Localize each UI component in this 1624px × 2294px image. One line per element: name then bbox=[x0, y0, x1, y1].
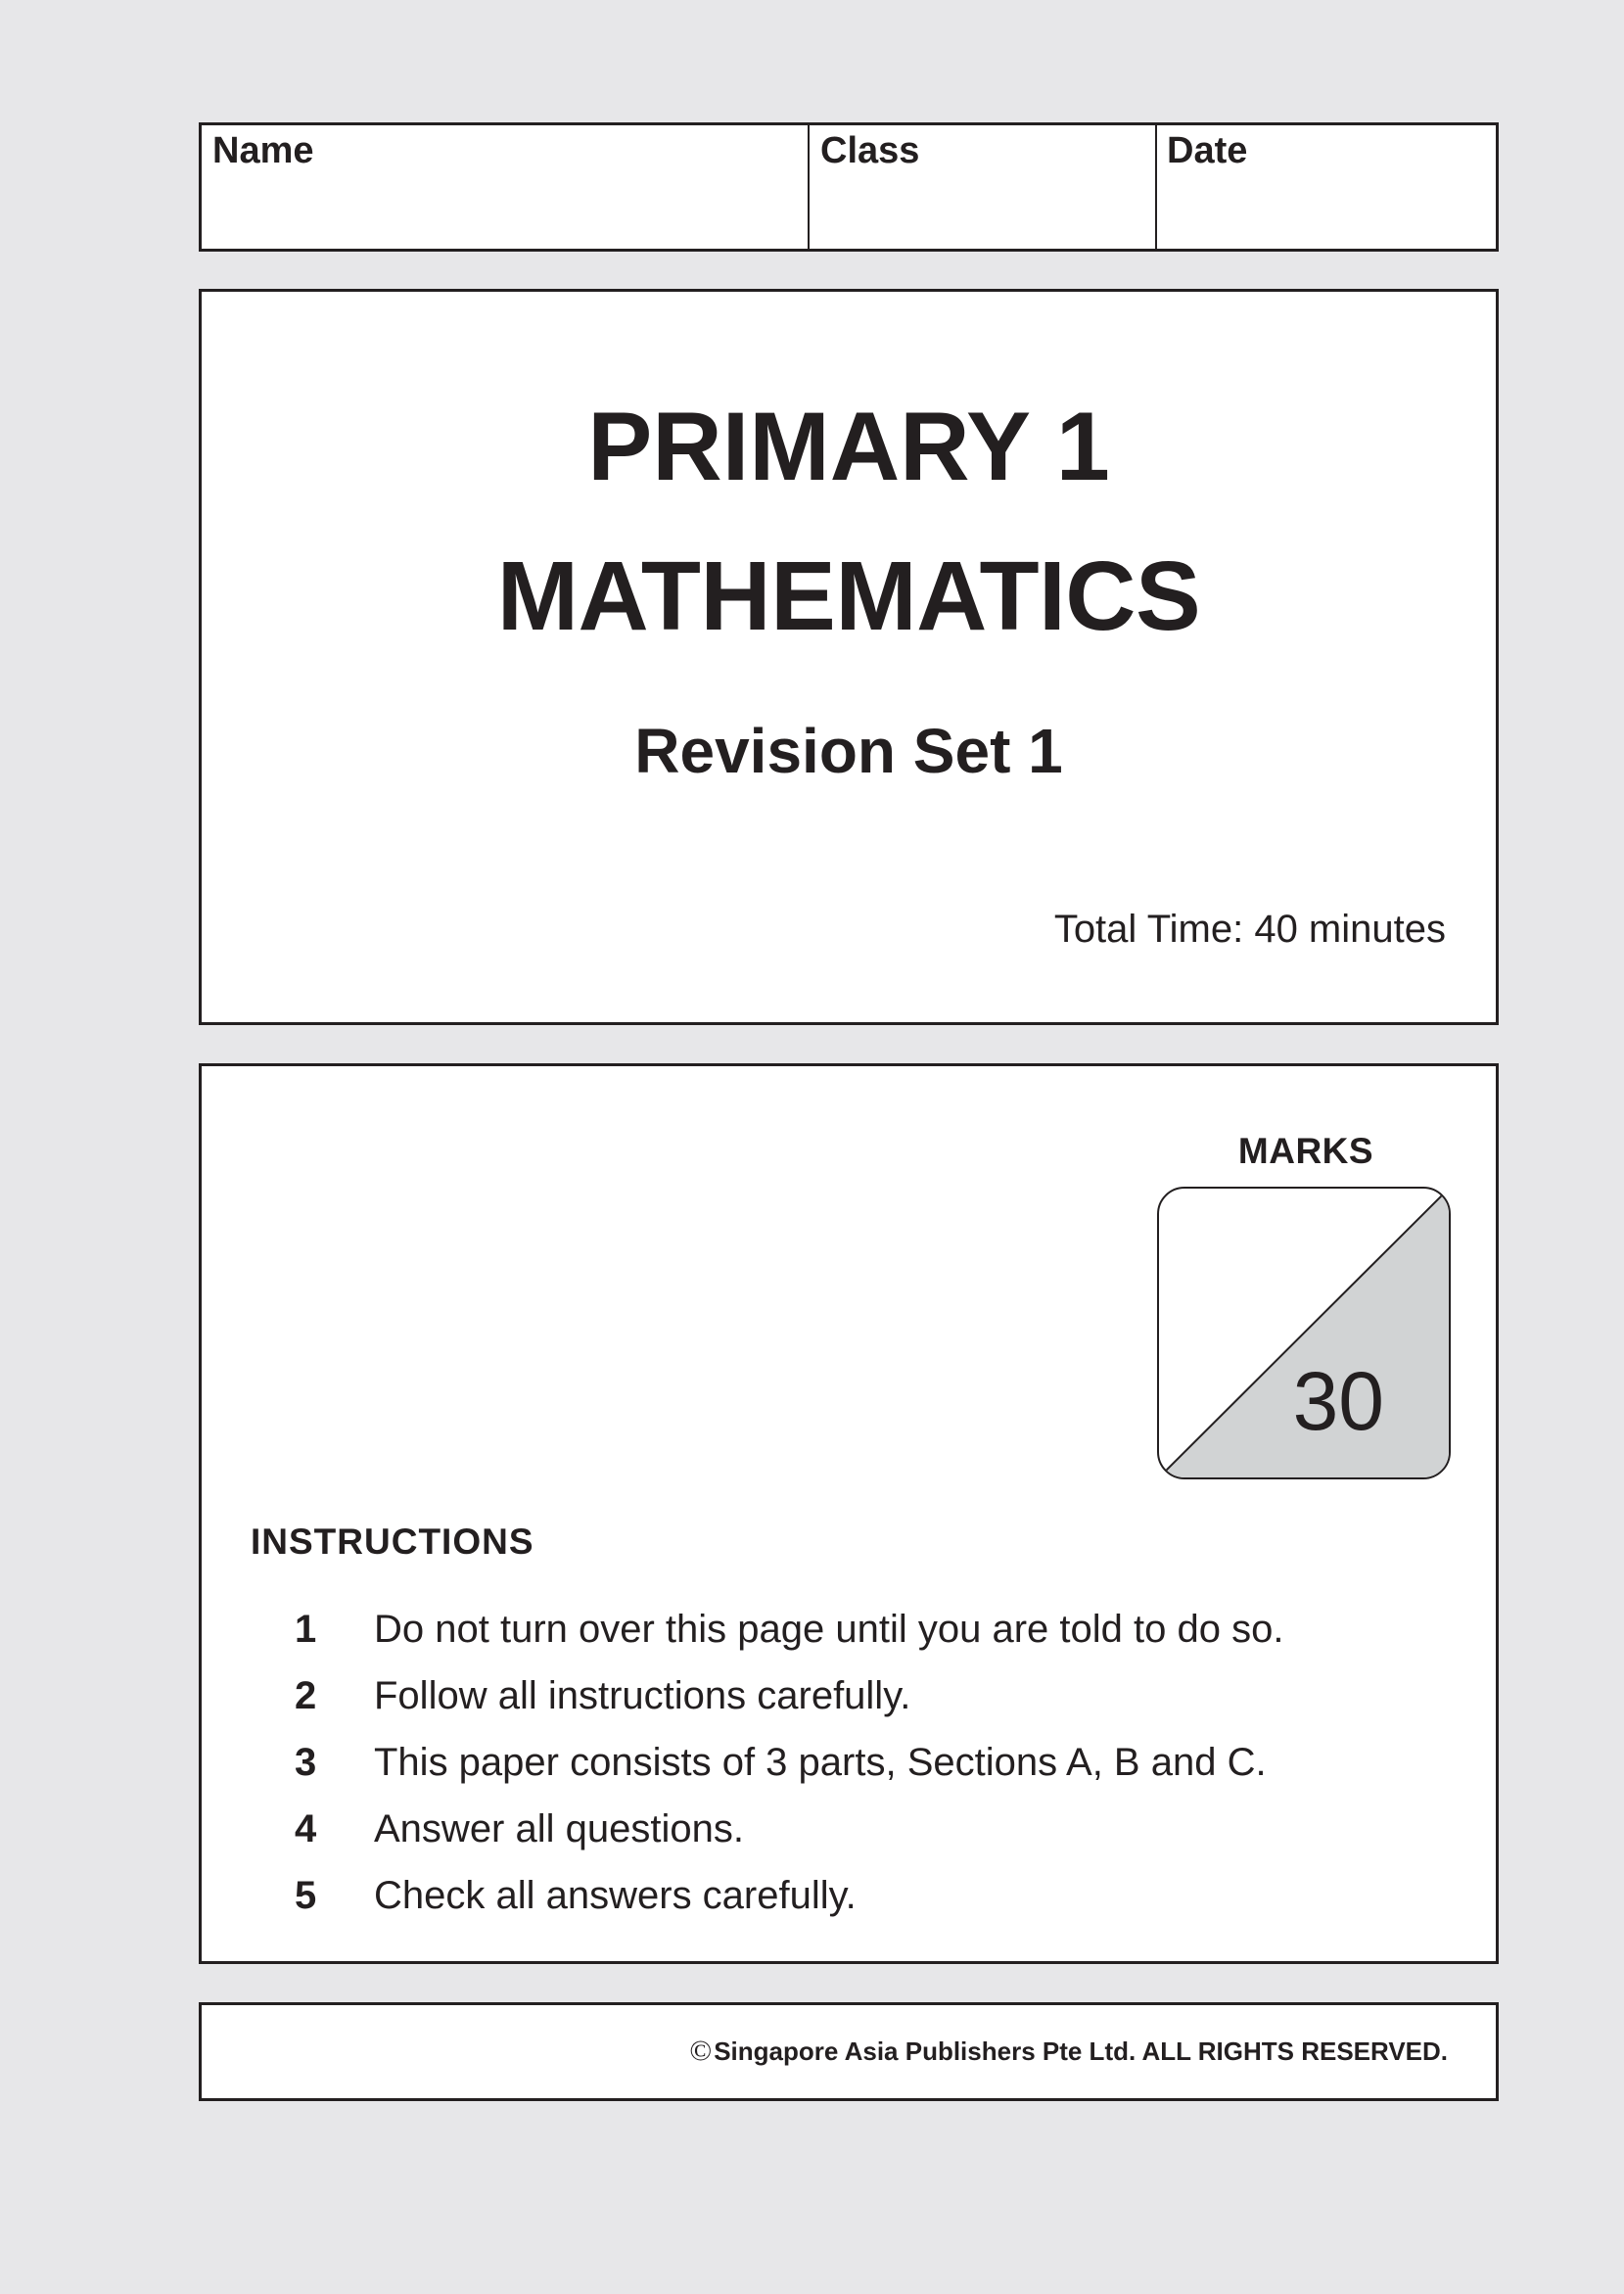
marks-label: MARKS bbox=[1237, 1131, 1374, 1171]
subject-title: MATHEMATICS bbox=[496, 541, 1201, 651]
instruction-number: 5 bbox=[295, 1874, 317, 1917]
instruction-number: 4 bbox=[295, 1807, 317, 1850]
copyright-footer bbox=[199, 2002, 1499, 2101]
instructions-list bbox=[202, 1607, 1496, 1940]
instructions-heading: INSTRUCTIONS bbox=[251, 1522, 534, 1562]
instruction-item bbox=[202, 1873, 1496, 1940]
instruction-item bbox=[202, 1607, 1496, 1673]
instruction-text: Answer all questions. bbox=[374, 1807, 744, 1850]
marks-total: 30 bbox=[1292, 1355, 1384, 1447]
class-label: Class bbox=[820, 130, 920, 171]
student-info-header bbox=[199, 122, 1499, 252]
instruction-text: Follow all instructions carefully. bbox=[374, 1674, 911, 1717]
instruction-text: Do not turn over this page until you are told to do so. bbox=[374, 1608, 1284, 1651]
instruction-item bbox=[202, 1806, 1496, 1873]
instruction-item bbox=[202, 1740, 1496, 1806]
date-field[interactable] bbox=[1155, 125, 1496, 249]
instruction-item bbox=[202, 1673, 1496, 1740]
paper-subtitle: Revision Set 1 bbox=[634, 716, 1063, 786]
date-label: Date bbox=[1167, 130, 1248, 171]
copyright-notice bbox=[689, 2036, 1448, 2067]
marks-score-box bbox=[1157, 1187, 1451, 1479]
level-title: PRIMARY 1 bbox=[587, 392, 1110, 500]
name-label: Name bbox=[212, 130, 314, 171]
instruction-text: Check all answers carefully. bbox=[374, 1874, 857, 1917]
instructions-panel bbox=[199, 1063, 1499, 1964]
title-panel bbox=[199, 289, 1499, 1025]
instruction-number: 1 bbox=[295, 1608, 317, 1651]
total-time: Total Time: 40 minutes bbox=[1053, 908, 1446, 951]
copyright-icon: © bbox=[689, 2035, 713, 2067]
name-field[interactable] bbox=[202, 125, 808, 249]
instruction-number: 3 bbox=[295, 1741, 317, 1784]
class-field[interactable] bbox=[808, 125, 1155, 249]
copyright-text: Singapore Asia Publishers Pte Ltd. ALL RIGHTS RESERVED. bbox=[714, 2037, 1448, 2066]
instruction-text: This paper consists of 3 parts, Sections A, B and C. bbox=[374, 1741, 1267, 1784]
instruction-number: 2 bbox=[295, 1674, 317, 1717]
